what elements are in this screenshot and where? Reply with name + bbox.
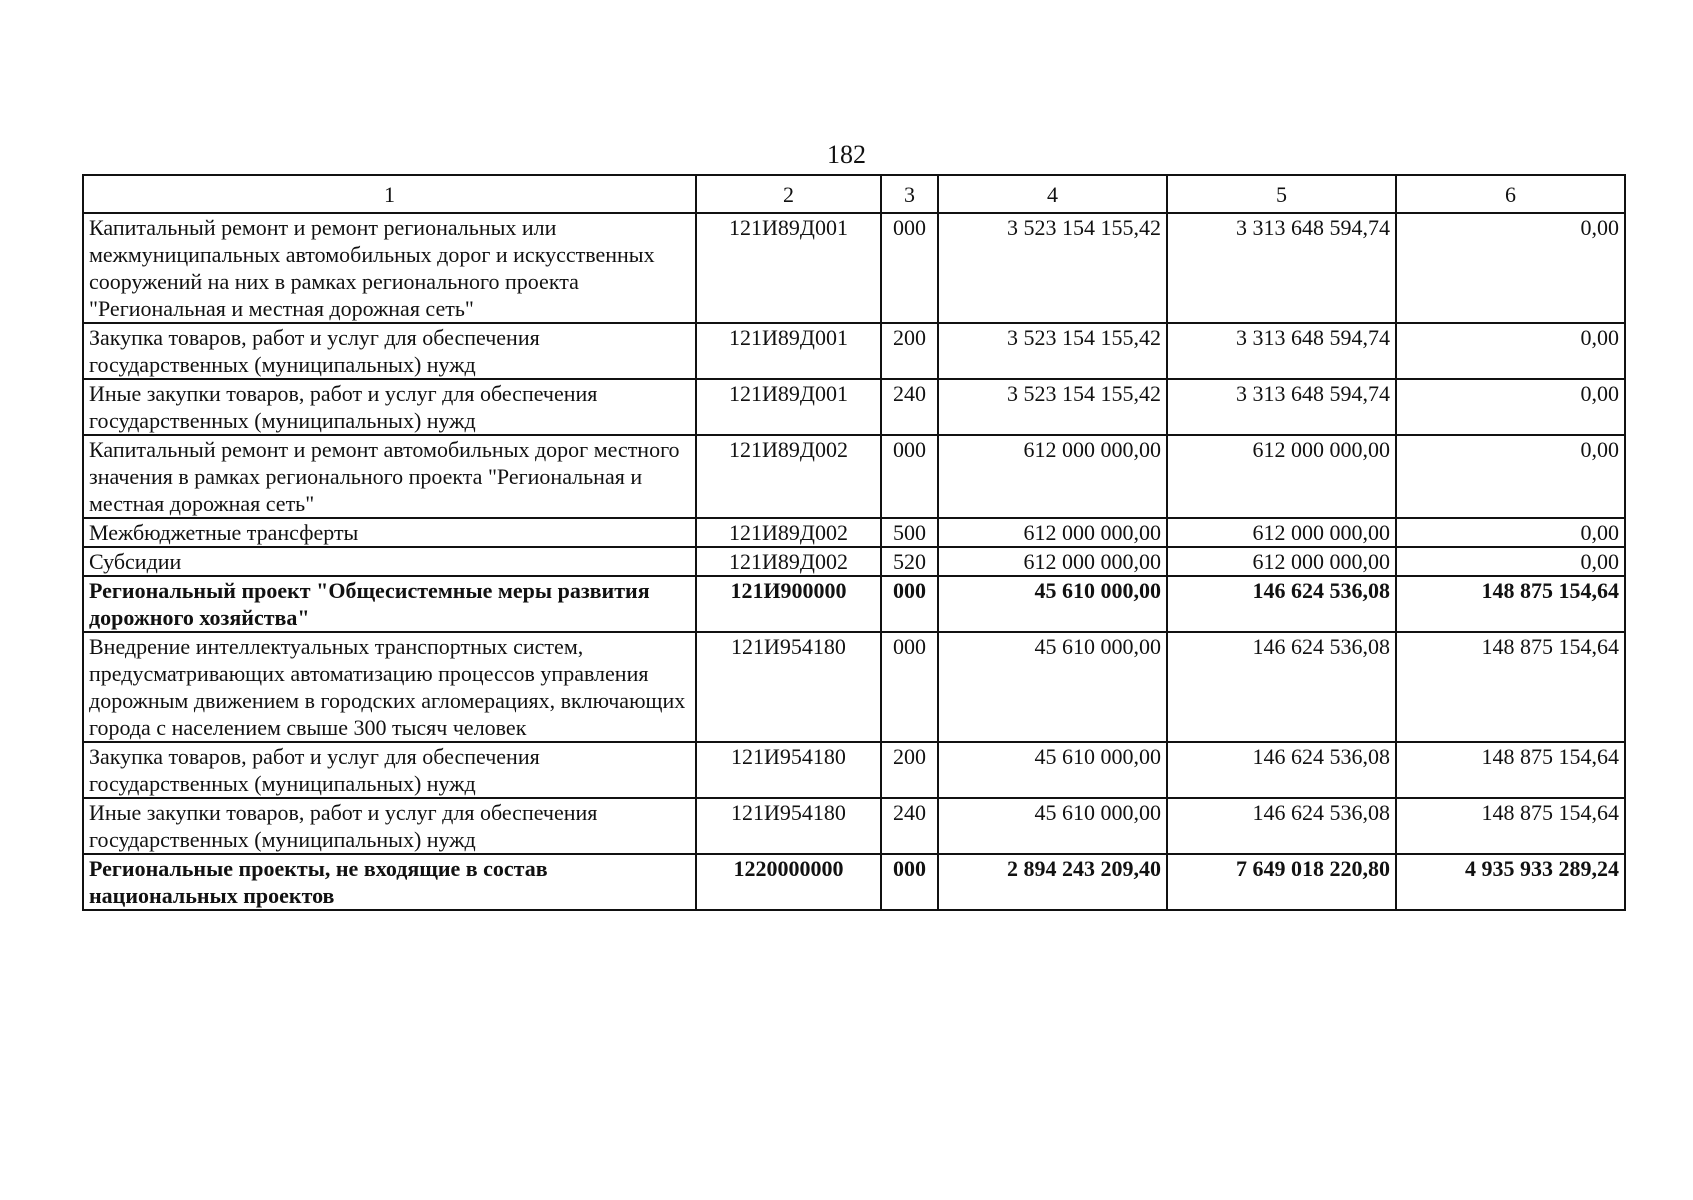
column-header: 6 bbox=[1396, 175, 1625, 213]
row-code-cell: 121И89Д001 bbox=[696, 213, 881, 323]
column-header: 5 bbox=[1167, 175, 1396, 213]
row-name-cell: Региональный проект "Общесистемные меры развития дорожного хозяйства" bbox=[83, 576, 696, 632]
row-value-col6-cell: 0,00 bbox=[1396, 213, 1625, 323]
row-value-col6-cell: 148 875 154,64 bbox=[1396, 798, 1625, 854]
row-name-cell: Закупка товаров, работ и услуг для обеспечения государственных (муниципальных) нужд bbox=[83, 323, 696, 379]
row-type-cell: 000 bbox=[881, 576, 938, 632]
row-value-col6-cell: 0,00 bbox=[1396, 323, 1625, 379]
table-header bbox=[83, 175, 1625, 213]
row-name-cell: Капитальный ремонт и ремонт автомобильных дорог местного значения в рамках регионального проекта "Региональная и местная дорожная сеть" bbox=[83, 435, 696, 518]
row-value-col5-cell: 3 313 648 594,74 bbox=[1167, 213, 1396, 323]
table-row bbox=[83, 213, 1625, 323]
row-code-cell: 121И89Д001 bbox=[696, 379, 881, 435]
row-value-col4-cell: 3 523 154 155,42 bbox=[938, 213, 1167, 323]
row-value-col5-cell: 612 000 000,00 bbox=[1167, 547, 1396, 576]
row-name-cell: Региональные проекты, не входящие в состав национальных проектов bbox=[83, 854, 696, 910]
row-value-col5-cell: 7 649 018 220,80 bbox=[1167, 854, 1396, 910]
row-value-col4-cell: 2 894 243 209,40 bbox=[938, 854, 1167, 910]
row-value-col5-cell: 612 000 000,00 bbox=[1167, 435, 1396, 518]
row-type-cell: 000 bbox=[881, 213, 938, 323]
row-name-cell: Межбюджетные трансферты bbox=[83, 518, 696, 547]
table-row bbox=[83, 742, 1625, 798]
table-row bbox=[83, 547, 1625, 576]
row-code-cell: 1220000000 bbox=[696, 854, 881, 910]
row-type-cell: 500 bbox=[881, 518, 938, 547]
row-value-col4-cell: 3 523 154 155,42 bbox=[938, 379, 1167, 435]
row-value-col5-cell: 146 624 536,08 bbox=[1167, 798, 1396, 854]
row-value-col4-cell: 45 610 000,00 bbox=[938, 798, 1167, 854]
row-code-cell: 121И89Д001 bbox=[696, 323, 881, 379]
row-value-col6-cell: 0,00 bbox=[1396, 435, 1625, 518]
row-value-col6-cell: 4 935 933 289,24 bbox=[1396, 854, 1625, 910]
row-value-col5-cell: 3 313 648 594,74 bbox=[1167, 323, 1396, 379]
row-type-cell: 000 bbox=[881, 632, 938, 742]
table-row bbox=[83, 323, 1625, 379]
table-row bbox=[83, 632, 1625, 742]
row-value-col4-cell: 45 610 000,00 bbox=[938, 742, 1167, 798]
row-code-cell: 121И89Д002 bbox=[696, 435, 881, 518]
row-name-cell: Иные закупки товаров, работ и услуг для обеспечения государственных (муниципальных) нужд bbox=[83, 379, 696, 435]
row-code-cell: 121И954180 bbox=[696, 742, 881, 798]
row-name-cell: Субсидии bbox=[83, 547, 696, 576]
row-value-col6-cell: 148 875 154,64 bbox=[1396, 576, 1625, 632]
table-row bbox=[83, 854, 1625, 910]
row-code-cell: 121И954180 bbox=[696, 798, 881, 854]
row-name-cell: Внедрение интеллектуальных транспортных систем, предусматривающих автоматизацию процессов управления дорожным движением в городских агломерациях, включающих города с населением свыше 300 тысяч человек bbox=[83, 632, 696, 742]
row-value-col6-cell: 0,00 bbox=[1396, 518, 1625, 547]
row-value-col5-cell: 146 624 536,08 bbox=[1167, 576, 1396, 632]
row-value-col5-cell: 3 313 648 594,74 bbox=[1167, 379, 1396, 435]
row-code-cell: 121И89Д002 bbox=[696, 518, 881, 547]
row-type-cell: 520 bbox=[881, 547, 938, 576]
column-header: 1 bbox=[83, 175, 696, 213]
table-body bbox=[83, 213, 1625, 910]
row-name-cell: Капитальный ремонт и ремонт региональных или межмуниципальных автомобильных дорог и искусственных сооружений на них в рамках регионального проекта "Региональная и местная дорожная сеть" bbox=[83, 213, 696, 323]
row-value-col4-cell: 612 000 000,00 bbox=[938, 435, 1167, 518]
row-name-cell: Иные закупки товаров, работ и услуг для обеспечения государственных (муниципальных) нужд bbox=[83, 798, 696, 854]
row-value-col4-cell: 3 523 154 155,42 bbox=[938, 323, 1167, 379]
budget-table bbox=[82, 174, 1626, 911]
row-value-col5-cell: 612 000 000,00 bbox=[1167, 518, 1396, 547]
row-value-col4-cell: 612 000 000,00 bbox=[938, 518, 1167, 547]
row-type-cell: 000 bbox=[881, 435, 938, 518]
table-row bbox=[83, 576, 1625, 632]
row-value-col6-cell: 0,00 bbox=[1396, 379, 1625, 435]
row-type-cell: 200 bbox=[881, 323, 938, 379]
page-number: 182 bbox=[827, 140, 866, 169]
row-code-cell: 121И900000 bbox=[696, 576, 881, 632]
table-row bbox=[83, 798, 1625, 854]
row-value-col4-cell: 45 610 000,00 bbox=[938, 576, 1167, 632]
row-value-col4-cell: 45 610 000,00 bbox=[938, 632, 1167, 742]
row-value-col5-cell: 146 624 536,08 bbox=[1167, 632, 1396, 742]
table-row bbox=[83, 435, 1625, 518]
row-type-cell: 000 bbox=[881, 854, 938, 910]
table-row bbox=[83, 379, 1625, 435]
row-type-cell: 240 bbox=[881, 798, 938, 854]
row-value-col6-cell: 148 875 154,64 bbox=[1396, 742, 1625, 798]
row-name-cell: Закупка товаров, работ и услуг для обеспечения государственных (муниципальных) нужд bbox=[83, 742, 696, 798]
row-code-cell: 121И954180 bbox=[696, 632, 881, 742]
header-row bbox=[83, 175, 1625, 213]
row-value-col4-cell: 612 000 000,00 bbox=[938, 547, 1167, 576]
column-header: 4 bbox=[938, 175, 1167, 213]
row-code-cell: 121И89Д002 bbox=[696, 547, 881, 576]
row-value-col6-cell: 0,00 bbox=[1396, 547, 1625, 576]
row-value-col5-cell: 146 624 536,08 bbox=[1167, 742, 1396, 798]
column-header: 3 bbox=[881, 175, 938, 213]
table-row bbox=[83, 518, 1625, 547]
row-value-col6-cell: 148 875 154,64 bbox=[1396, 632, 1625, 742]
row-type-cell: 200 bbox=[881, 742, 938, 798]
row-type-cell: 240 bbox=[881, 379, 938, 435]
column-header: 2 bbox=[696, 175, 881, 213]
